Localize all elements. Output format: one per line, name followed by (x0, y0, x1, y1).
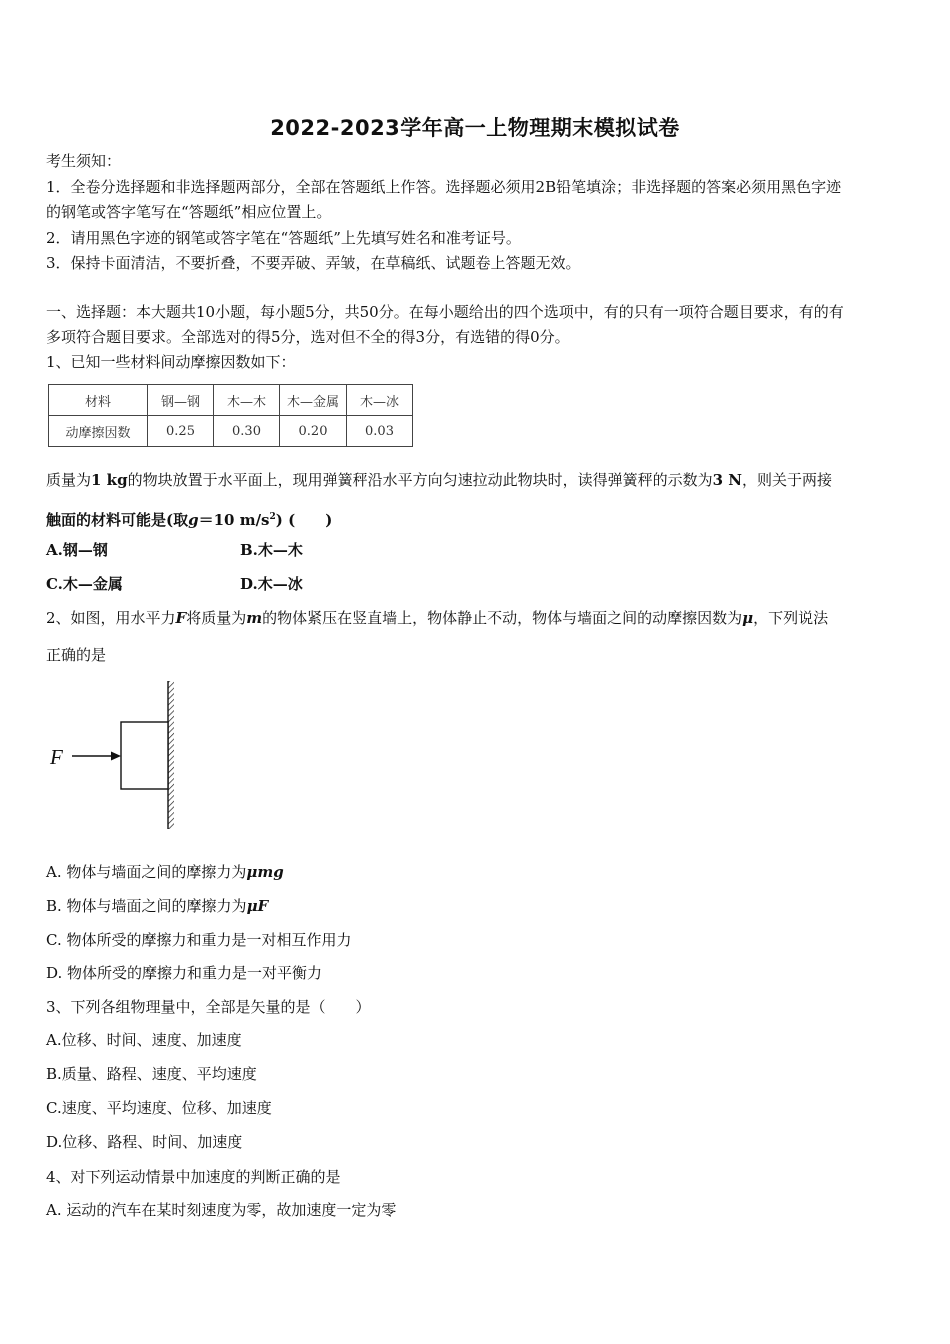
q1-g-value: ＝10 m/s (198, 511, 270, 529)
section-instructions-line-2: 多项符合题目要求。全部选对的得5分，选对但不全的得3分，有选错的得0分。 (46, 328, 570, 346)
block (121, 722, 168, 789)
q2-option-c: C. 物体所受的摩擦力和重力是一对相互作用力 (46, 931, 352, 949)
q4-option-a: A. 运动的汽车在某时刻速度为零，故加速度一定为零 (46, 1201, 397, 1219)
q3-option-d: D.位移、路程、时间、加速度 (46, 1133, 243, 1151)
q2-option-text: A. 物体与墙面之间的摩擦力为 (46, 863, 247, 881)
q1-text-line-2 (46, 507, 332, 530)
q1-g-exponent: 2 (269, 512, 276, 522)
q1-option-b: B.木—木 (240, 541, 303, 559)
table-cell: 木—木 (214, 385, 280, 416)
q2-force-symbol: F (175, 609, 187, 627)
q1-mass-value: 1 kg (91, 471, 128, 489)
q3-stem: 3、下列各组物理量中，全部是矢量的是（ ） (46, 998, 371, 1016)
table-cell: 钢—钢 (148, 385, 214, 416)
wall-hatching (168, 681, 174, 829)
notice-line-3: 3．保持卡面清洁，不要折叠，不要弄破、弄皱，在草稿纸、试题卷上答题无效。 (46, 254, 581, 272)
q2-option-symbol: μF (246, 897, 269, 915)
table-cell: 动摩擦因数 (49, 416, 148, 447)
q1-text-part: 的物块放置于水平面上，现用弹簧秤沿水平方向匀速拉动此物块时，读得弹簧秤的示数为 (127, 471, 713, 489)
q3-option-b: B.质量、路程、速度、平均速度 (46, 1065, 257, 1083)
page-title: 2022-2023学年高一上物理期末模拟试卷 (270, 116, 680, 140)
table-cell: 0.30 (214, 416, 280, 447)
q3-option-a: A.位移、时间、速度、加速度 (46, 1031, 242, 1049)
q3-option-c: C.速度、平均速度、位移、加速度 (46, 1099, 272, 1117)
q2-mass-symbol: m (246, 609, 263, 627)
notice-line-1a: 1．全卷分选择题和非选择题两部分，全部在答题纸上作答。选择题必须用2B铅笔填涂；非选择题的答案必须用黑色字迹 (46, 178, 842, 196)
q2-text-part: ，下列说法 (753, 609, 829, 627)
q1-option-a: A.钢—钢 (46, 541, 108, 559)
notice-heading: 考生须知： (46, 152, 122, 170)
q2-text-part: 将质量为 (186, 609, 247, 627)
table-row (49, 416, 413, 447)
q1-option-c: C.木—金属 (46, 575, 123, 593)
q1-text-part: 触面的材料可能是(取 (46, 511, 189, 529)
table-cell: 材料 (49, 385, 148, 416)
q1-stem: 1、已知一些材料间动摩擦因数如下： (46, 353, 296, 371)
q2-mu-symbol: μ (742, 609, 754, 627)
q2-option-d: D. 物体所受的摩擦力和重力是一对平衡力 (46, 964, 323, 982)
notice-line-2: 2．请用黑色字迹的钢笔或答字笔在“答题纸”上先填写姓名和准考证号。 (46, 229, 521, 247)
q4-stem: 4、对下列运动情景中加速度的判断正确的是 (46, 1168, 341, 1186)
table-cell: 0.20 (280, 416, 347, 447)
q2-option-a (46, 862, 284, 882)
q2-text-part: 2、如图，用水平力 (46, 609, 176, 627)
section-instructions-line-1: 一、选择题：本大题共10小题，每小题5分，共50分。在每小题给出的四个选项中，有的只有一项符合题目要求，有的有 (46, 303, 844, 321)
table-cell: 木—金属 (280, 385, 347, 416)
q1-text-part: ，则关于两接 (741, 471, 832, 489)
notice-line-1b: 的钢笔或答字笔写在“答题纸”相应位置上。 (46, 203, 332, 221)
q1-force-value: 3 N (712, 471, 742, 489)
q2-stem-line-1 (46, 608, 828, 628)
force-label: F (50, 745, 63, 769)
q1-text-line-1 (46, 470, 832, 490)
table-cell: 0.03 (347, 416, 413, 447)
friction-table (48, 384, 413, 447)
q2-option-symbol: μmg (246, 863, 284, 881)
q1-g-symbol: g (188, 511, 199, 529)
q1-text-part: 质量为 (46, 471, 92, 489)
q2-option-text: B. 物体与墙面之间的摩擦力为 (46, 897, 247, 915)
table-cell: 0.25 (148, 416, 214, 447)
q1-text-part: ) ( ) (275, 511, 333, 529)
table-header-row (49, 385, 413, 416)
q1-option-d: D.木—冰 (240, 575, 303, 593)
q2-text-part: 的物体紧压在竖直墙上，物体静止不动，物体与墙面之间的动摩擦因数为 (262, 609, 743, 627)
table-cell: 木—冰 (347, 385, 413, 416)
wall-block-figure (44, 676, 194, 836)
q2-option-b (46, 896, 268, 916)
force-arrow-head (111, 752, 121, 761)
q2-stem-line-2: 正确的是 (46, 646, 107, 664)
